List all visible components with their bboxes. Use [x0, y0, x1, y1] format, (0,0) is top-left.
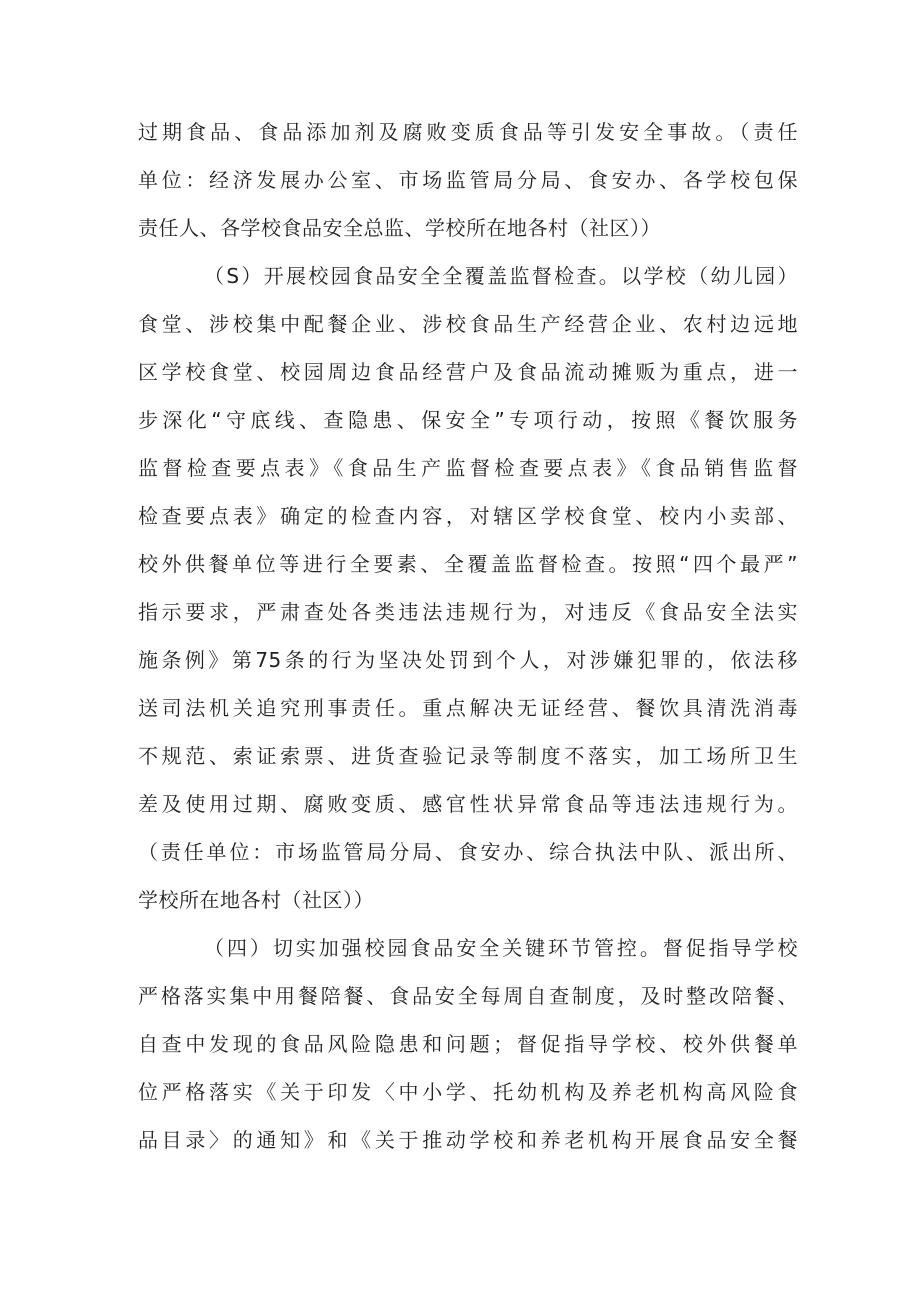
- text-line: （四）切实加强校园食品安全关键环节管控。督促指导学校: [204, 936, 798, 960]
- text-line: 指示要求，严肃查处各类违法违规行为，对违反《食品安全法实: [138, 600, 798, 624]
- text-line: 监督检查要点表》《食品生产监督检查要点表》《食品销售监督: [138, 456, 798, 480]
- text-line: 不规范、索证索票、进货查验记录等制度不落实，加工场所卫生: [138, 744, 798, 768]
- document-body: [138, 108, 798, 1164]
- text-line: 差及使用过期、腐败变质、感官性状异常食品等违法违规行为。: [138, 792, 798, 816]
- text-line: 步深化“守底线、查隐患、保安全”专项行动，按照《餐饮服务: [138, 408, 798, 432]
- text-line: 校外供餐单位等进行全要素、全覆盖监督检查。按照“四个最严”: [138, 552, 798, 576]
- text-line: 送司法机关追究刑事责任。重点解决无证经营、餐饮具清洗消毒: [138, 696, 798, 720]
- text-line: （责任单位：市场监管局分局、食安办、综合执法中队、派出所、: [138, 840, 798, 864]
- text-line: 过期食品、食品添加剂及腐败变质食品等引发安全事故。（责任: [138, 120, 798, 144]
- text-line: 学校所在地各村（社区））: [138, 888, 374, 912]
- text-line: 检查要点表》确定的检查内容，对辖区学校食堂、校内小卖部、: [138, 504, 798, 528]
- text-line: 严格落实集中用餐陪餐、食品安全每周自查制度，及时整改陪餐、: [138, 984, 798, 1008]
- text-line: 自查中发现的食品风险隐患和问题；督促指导学校、校外供餐单: [138, 1032, 798, 1056]
- text-line: （S）开展校园食品安全全覆盖监督检查。以学校（幼儿园）: [204, 264, 798, 288]
- text-line: 单位：经济发展办公室、市场监管局分局、食安办、各学校包保: [138, 168, 798, 192]
- text-line: 位严格落实《关于印发〈中小学、托幼机构及养老机构高风险食: [138, 1080, 798, 1104]
- text-line: 区学校食堂、校园周边食品经营户及食品流动摊贩为重点，进一: [138, 360, 798, 384]
- text-line: 食堂、涉校集中配餐企业、涉校食品生产经营企业、农村边远地: [138, 312, 798, 336]
- text-line: 品目录〉的通知》和《关于推动学校和养老机构开展食品安全餐: [138, 1128, 798, 1152]
- text-line: 责任人、各学校食品安全总监、学校所在地各村（社区））: [138, 216, 661, 240]
- text-line: 施条例》第75条的行为坚决处罚到个人，对涉嫌犯罪的，依法移: [138, 648, 798, 672]
